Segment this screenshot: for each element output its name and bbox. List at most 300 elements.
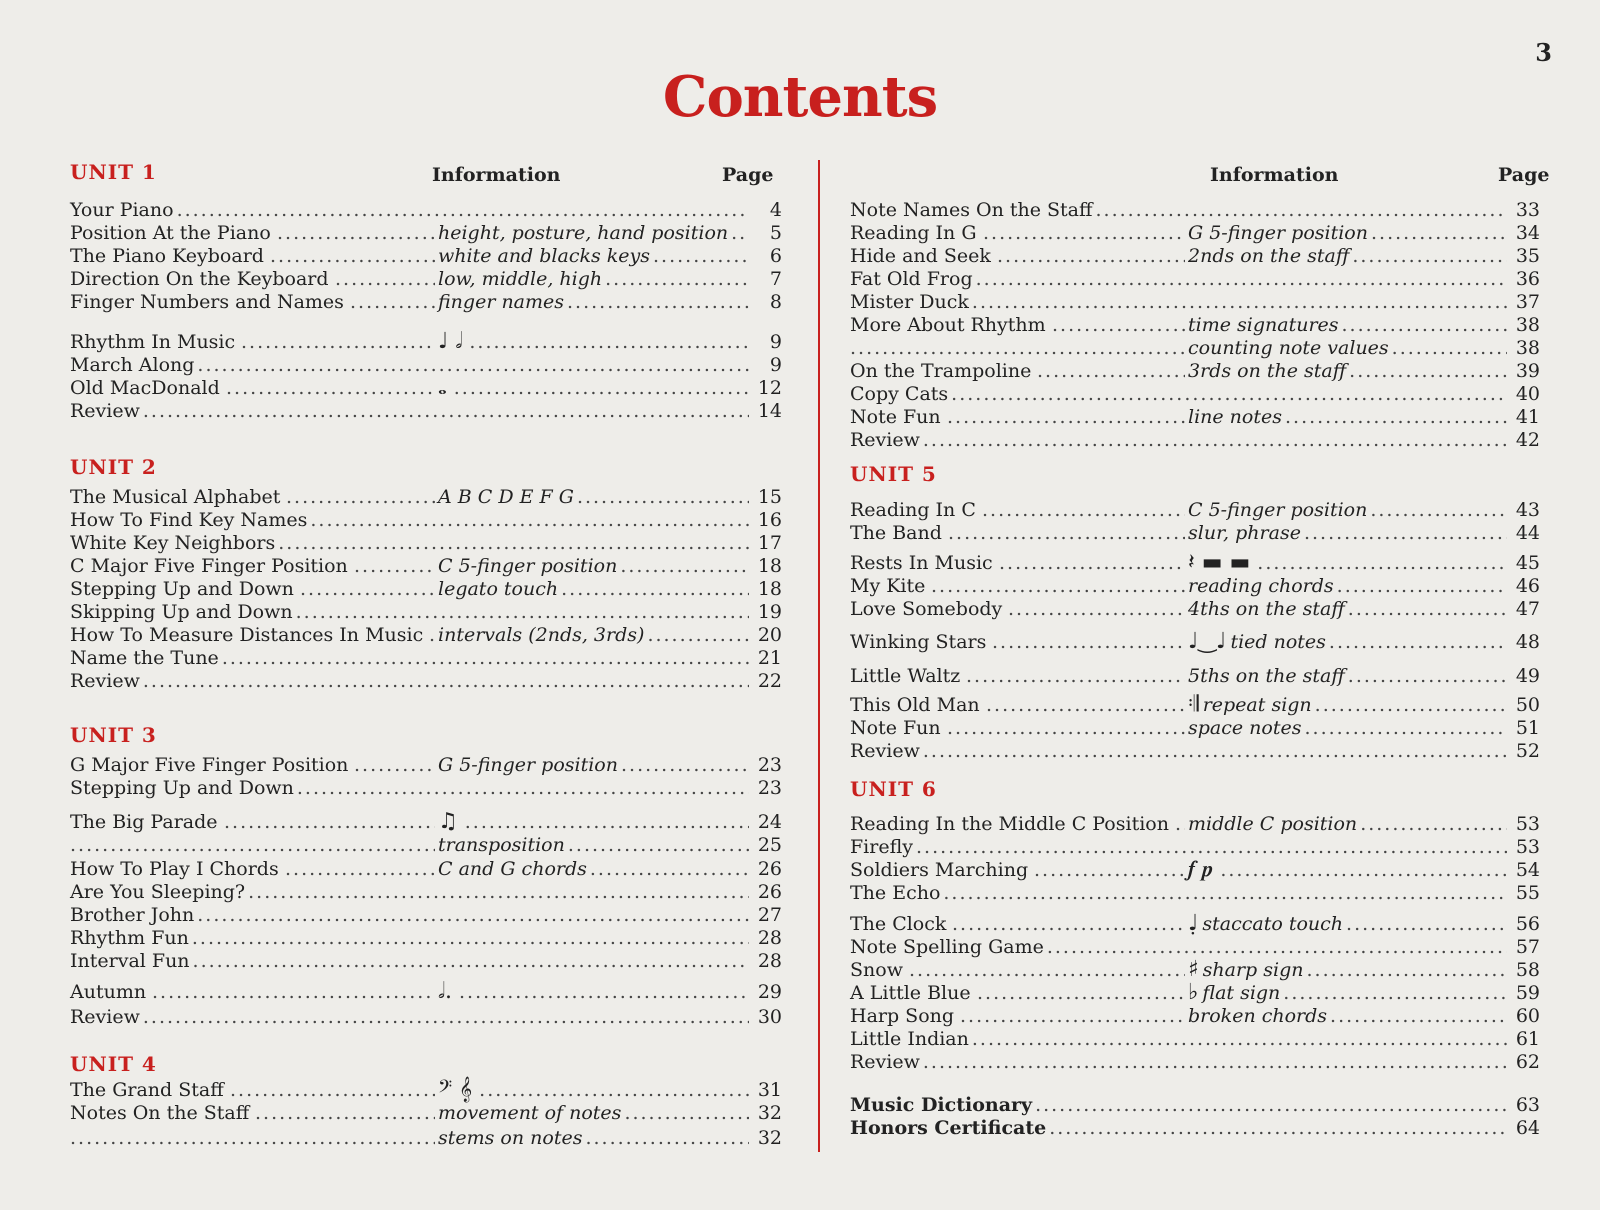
toc-entry[interactable] [850,835,1540,859]
music-symbol-icon: ♯ [1188,957,1199,982]
entry-page-number: 8 [769,291,782,313]
toc-entry[interactable] [70,880,782,904]
entry-title: White Key Neighbors [70,532,276,554]
entry-title: Little Waltz [850,665,961,687]
entry-information: 4ths on the staff [1188,598,1345,620]
toc-entry[interactable] [850,521,1540,545]
toc-entry[interactable] [70,623,782,647]
entry-information: white and blacks keys [438,245,651,267]
entry-page-number: 38 [1515,314,1540,336]
entry-title: Snow [850,959,903,981]
dot-leader [1283,981,1507,1005]
dot-leader [952,912,1185,936]
music-symbol-icon: 𝄽 ▬ ▬ [1188,550,1251,575]
toc-entry[interactable] [70,353,782,377]
entry-detail [1188,574,1540,598]
entry-page-number: 40 [1515,383,1540,405]
dot-leader [1329,630,1507,654]
dot-leader [197,903,749,927]
toc-entry[interactable] [850,244,1540,268]
dot-leader [960,1004,1185,1028]
entry-page-number: 41 [1515,406,1540,428]
entry-title: Mister Duck [850,291,969,313]
entry-page-number: 28 [757,950,782,972]
dot-leader [1304,521,1507,545]
entry-page-number: 27 [757,904,782,926]
dot-leader [278,531,749,555]
entry-page-number: 62 [1515,1051,1540,1073]
entry-title: On the Trampoline [850,360,1032,382]
entry-page-number: 14 [757,400,782,422]
entry-title: Rhythm In Music [70,331,236,353]
toc-entry[interactable] [850,428,1540,452]
toc-entry[interactable] [850,1116,1540,1140]
entry-information: G 5-finger position [1188,222,1368,244]
entry-information: counting note values [1188,337,1389,359]
entry-information: slur, phrase [1188,522,1301,544]
unit-heading: UNIT 3 [70,723,157,747]
dot-leader [1257,551,1507,575]
entry-title: Music Dictionary [850,1094,1033,1116]
toc-entry[interactable] [850,958,1540,982]
dot-leader [577,485,749,509]
dot-leader [70,833,435,857]
toc-entry[interactable] [850,551,1540,575]
toc-entry[interactable] [70,926,782,950]
left-header-information: Information [432,164,561,186]
entry-page-number: 59 [1515,982,1540,1004]
entry-information: 5ths on the staff [1188,665,1345,687]
entry-title: The Band [850,522,942,544]
entry-page-number: 53 [1515,813,1540,835]
dot-leader [1095,198,1507,222]
entry-title: Rhythm Fun [70,927,189,949]
toc-entry[interactable] [70,376,782,400]
dot-leader [192,926,749,950]
entry-page-number: 18 [757,555,782,577]
entry-title: Your Piano [70,199,174,221]
dot-leader [1047,935,1507,959]
entry-page-number: 45 [1515,552,1540,574]
entry-title: Reading In the Middle C Position [850,813,1169,835]
dot-leader [585,1126,749,1150]
toc-entry[interactable] [850,812,1540,836]
entry-information: C and G chords [438,858,587,880]
entry-detail [438,554,782,578]
entry-title: Copy Cats [850,383,949,405]
entry-title: March Along [70,354,195,376]
dot-leader [277,221,435,245]
right-header-page: Page [1498,164,1550,186]
toc-entry[interactable] [70,980,782,1004]
entry-information: C 5-finger position [438,555,618,577]
entry-title: This Old Man [850,694,980,716]
entry-title: Review [70,1006,140,1028]
entry-information: A B C D E F G [438,486,574,508]
dot-leader [1315,693,1507,717]
entry-detail [1188,716,1540,740]
dot-leader [621,753,749,777]
entry-page-number: 30 [757,1006,782,1028]
entry-title: The Piano Keyboard [70,245,264,267]
entry-page-number: 9 [769,331,782,353]
dot-leader [310,508,749,532]
entry-page-number: 53 [1515,836,1540,858]
toc-entry[interactable] [70,903,782,927]
toc-entry[interactable] [70,1005,782,1029]
dot-leader [285,857,435,881]
dot-leader [297,776,749,800]
dot-leader [222,646,749,670]
dot-leader [143,399,749,423]
toc-entry[interactable] [850,405,1540,429]
dot-leader [590,857,749,881]
entry-page-number: 57 [1515,936,1540,958]
entry-title: Review [70,400,140,422]
entry-detail [438,1078,782,1102]
toc-entry[interactable] [70,198,782,222]
dot-leader [923,739,1507,763]
entry-title: Rests In Music [850,552,993,574]
dot-leader [605,267,749,291]
entry-detail [1188,858,1540,882]
dot-leader [1052,313,1185,337]
toc-entry[interactable] [70,600,782,624]
entry-title: Position At the Piano [70,222,271,244]
toc-entry[interactable] [850,935,1540,959]
entry-title: Review [850,1051,920,1073]
entry-information: space notes [1188,717,1302,739]
entry-detail [438,244,782,268]
dot-leader [300,577,435,601]
dot-leader [1034,858,1185,882]
dot-leader [1285,405,1507,429]
toc-entry[interactable] [850,739,1540,763]
dot-leader [1348,664,1507,688]
toc-entry[interactable] [70,949,782,973]
entry-page-number: 20 [757,624,782,646]
dot-leader [923,1050,1507,1074]
entry-page-number: 55 [1515,882,1540,904]
entry-title: Little Indian [850,1028,969,1050]
toc-entry[interactable] [850,597,1540,621]
dot-leader [977,981,1185,1005]
entry-title: Notes On the Staff [70,1102,250,1124]
entry-page-number: 12 [757,377,782,399]
toc-entry[interactable] [70,508,782,532]
dot-leader [226,376,435,400]
entry-page-number: 16 [757,509,782,531]
entry-detail [1188,336,1540,360]
toc-entry[interactable] [70,290,782,314]
dot-leader [567,290,749,314]
entry-detail [1188,221,1540,245]
toc-entry[interactable] [70,554,782,578]
page-number: 3 [1535,38,1552,67]
toc-entry[interactable] [850,881,1540,905]
toc-entry[interactable] [850,1004,1540,1028]
entry-information: transposition [438,834,565,856]
entry-page-number: 28 [757,927,782,949]
dot-leader [972,1027,1507,1051]
entry-title: Winking Stars [850,631,987,653]
entry-detail [438,857,782,881]
entry-page-number: 15 [757,486,782,508]
toc-entry[interactable] [70,1078,782,1102]
dot-leader [255,1101,435,1125]
dot-leader [1352,244,1507,268]
entry-page-number: 49 [1515,665,1540,687]
toc-entry[interactable] [70,776,782,800]
dot-leader [948,521,1185,545]
dot-leader [931,574,1185,598]
dot-leader [270,244,435,268]
dot-leader [1304,716,1507,740]
entry-title: Love Somebody [850,598,1003,620]
entry-title: Skipping Up and Down [70,601,293,623]
toc-entry[interactable] [70,810,782,834]
entry-page-number: 64 [1515,1117,1540,1139]
toc-entry[interactable] [850,359,1540,383]
dot-leader [731,221,749,245]
toc-entry[interactable] [70,1101,782,1125]
toc-entry[interactable] [850,336,1540,360]
toc-entry[interactable] [850,693,1540,717]
toc-entry[interactable] [850,1050,1540,1074]
dot-leader [1392,336,1507,360]
entry-information: C 5-finger position [1188,499,1368,521]
entry-title: G Major Five Finger Position [70,754,349,776]
entry-information: 2nds on the staff [1188,245,1350,267]
entry-detail [438,753,782,777]
toc-entry[interactable] [70,857,782,881]
entry-page-number: 39 [1515,360,1540,382]
music-symbol-icon: ♩̣ [1188,911,1199,936]
entry-title: Finger Numbers and Names [70,291,344,313]
dot-leader [248,880,749,904]
toc-entry[interactable] [850,290,1540,314]
dot-leader [1049,1116,1507,1140]
toc-entry[interactable] [850,1093,1540,1117]
entry-title: How To Find Key Names [70,509,308,531]
entry-title: Note Fun [850,406,941,428]
entry-title: Hide and Seek [850,245,991,267]
entry-detail [1188,405,1540,429]
entry-title: Reading In C [850,499,976,521]
entry-page-number: 9 [769,354,782,376]
dot-leader [350,290,435,314]
entry-information: middle C position [1188,813,1358,835]
toc-entry[interactable] [70,577,782,601]
toc-entry[interactable] [70,833,782,857]
entry-page-number: 25 [757,834,782,856]
entry-title: Brother John [70,904,195,926]
dot-leader [70,1126,435,1150]
dot-leader [951,382,1507,406]
entry-page-number: 7 [769,268,782,290]
entry-page-number: 50 [1515,694,1540,716]
toc-entry[interactable] [850,1027,1540,1051]
music-symbol-icon: 𝄢 𝄞 [438,1077,473,1102]
entry-title: The Clock [850,913,947,935]
entry-page-number: 43 [1515,499,1540,521]
entry-title: A Little Blue [850,982,971,1004]
toc-entry[interactable] [850,198,1540,222]
entry-title: Review [850,429,920,451]
dot-leader [1348,597,1507,621]
entry-page-number: 36 [1515,268,1540,290]
toc-entry[interactable] [850,981,1540,1005]
music-symbol-icon: 𝅗𝅥. [438,979,452,1004]
toc-entry[interactable] [850,498,1540,522]
dot-leader [1037,359,1185,383]
entry-detail [1188,498,1540,522]
toc-entry[interactable] [850,574,1540,598]
entry-title: Direction On the Keyboard [70,268,329,290]
entry-title: Review [850,740,920,762]
dot-leader [647,623,749,647]
entry-page-number: 54 [1515,859,1540,881]
entry-page-number: 29 [757,981,782,1003]
music-symbol-icon: ♭ [1188,980,1199,1005]
toc-entry[interactable] [850,267,1540,291]
entry-title: Autumn [70,981,147,1003]
entry-information: movement of notes [438,1102,622,1124]
entry-page-number: 58 [1515,959,1540,981]
entry-title: Reading In G [850,222,977,244]
dot-leader [972,290,1507,314]
entry-page-number: 42 [1515,429,1540,451]
dot-leader [1220,858,1507,882]
dot-leader [624,1101,749,1125]
entry-detail [1188,693,1540,717]
entry-detail [1188,551,1540,575]
dot-leader [986,693,1185,717]
entry-page-number: 32 [757,1127,782,1149]
entry-title: The Grand Staff [70,1079,224,1101]
dot-leader [224,810,435,834]
dot-leader [620,554,749,578]
entry-information: intervals (2nds, 3rds) [438,624,645,646]
entry-page-number: 22 [757,670,782,692]
toc-entry[interactable] [70,330,782,354]
entry-information: staccato touch [1202,913,1344,935]
toc-entry[interactable] [70,753,782,777]
dot-leader [469,330,749,354]
entry-detail [438,330,782,354]
toc-entry[interactable] [70,646,782,670]
entry-detail [1188,812,1540,836]
entry-page-number: 44 [1515,522,1540,544]
dot-leader [916,835,1507,859]
entry-information: 3rds on the staff [1188,360,1347,382]
entry-page-number: 47 [1515,598,1540,620]
dot-leader [335,267,435,291]
toc-entry[interactable] [850,664,1540,688]
entry-title: How To Play I Chords [70,858,279,880]
dot-leader [143,1005,749,1029]
toc-entry[interactable] [70,669,782,693]
entry-title: How To Measure Distances In Music [70,624,424,646]
toc-entry[interactable] [850,630,1540,654]
entry-page-number: 17 [757,532,782,554]
entry-detail [1188,958,1540,982]
dot-leader [177,198,749,222]
right-header-information: Information [1210,164,1339,186]
entry-page-number: 31 [757,1079,782,1101]
entry-page-number: 48 [1515,631,1540,653]
entry-detail [1188,359,1540,383]
entry-title: Review [70,670,140,692]
entry-page-number: 35 [1515,245,1540,267]
entry-information: flat sign [1202,982,1281,1004]
entry-title: C Major Five Finger Position [70,555,348,577]
entry-title: Stepping Up and Down [70,777,294,799]
dot-leader [296,600,749,624]
entry-page-number: 18 [757,578,782,600]
toc-entry[interactable] [850,858,1540,882]
entry-title: Harp Song [850,1005,955,1027]
entry-page-number: 63 [1515,1094,1540,1116]
entry-page-number: 4 [769,199,782,221]
entry-title: Note Fun [850,717,941,739]
entry-title: Are You Sleeping? [70,881,246,903]
entry-page-number: 34 [1515,222,1540,244]
entry-detail [438,267,782,291]
dot-leader [568,833,749,857]
toc-entry[interactable] [850,221,1540,245]
entry-information: stems on notes [438,1127,583,1149]
entry-information: line notes [1188,406,1282,428]
dot-leader [465,810,749,834]
toc-entry[interactable] [70,244,782,268]
toc-entry[interactable] [70,485,782,509]
entry-information: legato touch [438,578,559,600]
entry-detail [1188,630,1540,654]
entry-detail [1188,597,1540,621]
entry-title: The Musical Alphabet [70,486,281,508]
entry-page-number: 19 [757,601,782,623]
toc-entry[interactable] [850,716,1540,740]
dot-leader [1008,597,1185,621]
dot-leader [143,669,749,693]
toc-entry[interactable] [70,531,782,555]
entry-page-number: 21 [757,647,782,669]
page-title: Contents [662,64,938,130]
entry-information: broken chords [1188,1005,1328,1027]
unit-heading: UNIT 4 [70,1052,157,1076]
entry-title: The Echo [850,882,941,904]
toc-entry[interactable] [70,221,782,245]
toc-entry[interactable] [850,313,1540,337]
unit-heading: UNIT 2 [70,455,157,479]
entry-page-number: 60 [1515,1005,1540,1027]
dot-leader [850,336,1185,360]
dot-leader [454,376,749,400]
toc-entry[interactable] [70,399,782,423]
toc-entry[interactable] [850,912,1540,936]
toc-entry[interactable] [850,382,1540,406]
entry-page-number: 61 [1515,1028,1540,1050]
dot-leader [1371,221,1507,245]
unit-heading: UNIT 6 [850,777,937,801]
toc-entry[interactable] [70,267,782,291]
entry-page-number: 33 [1515,199,1540,221]
entry-page-number: 52 [1515,740,1540,762]
toc-entry[interactable] [70,1126,782,1150]
dot-leader [976,267,1507,291]
dot-leader [1342,313,1507,337]
